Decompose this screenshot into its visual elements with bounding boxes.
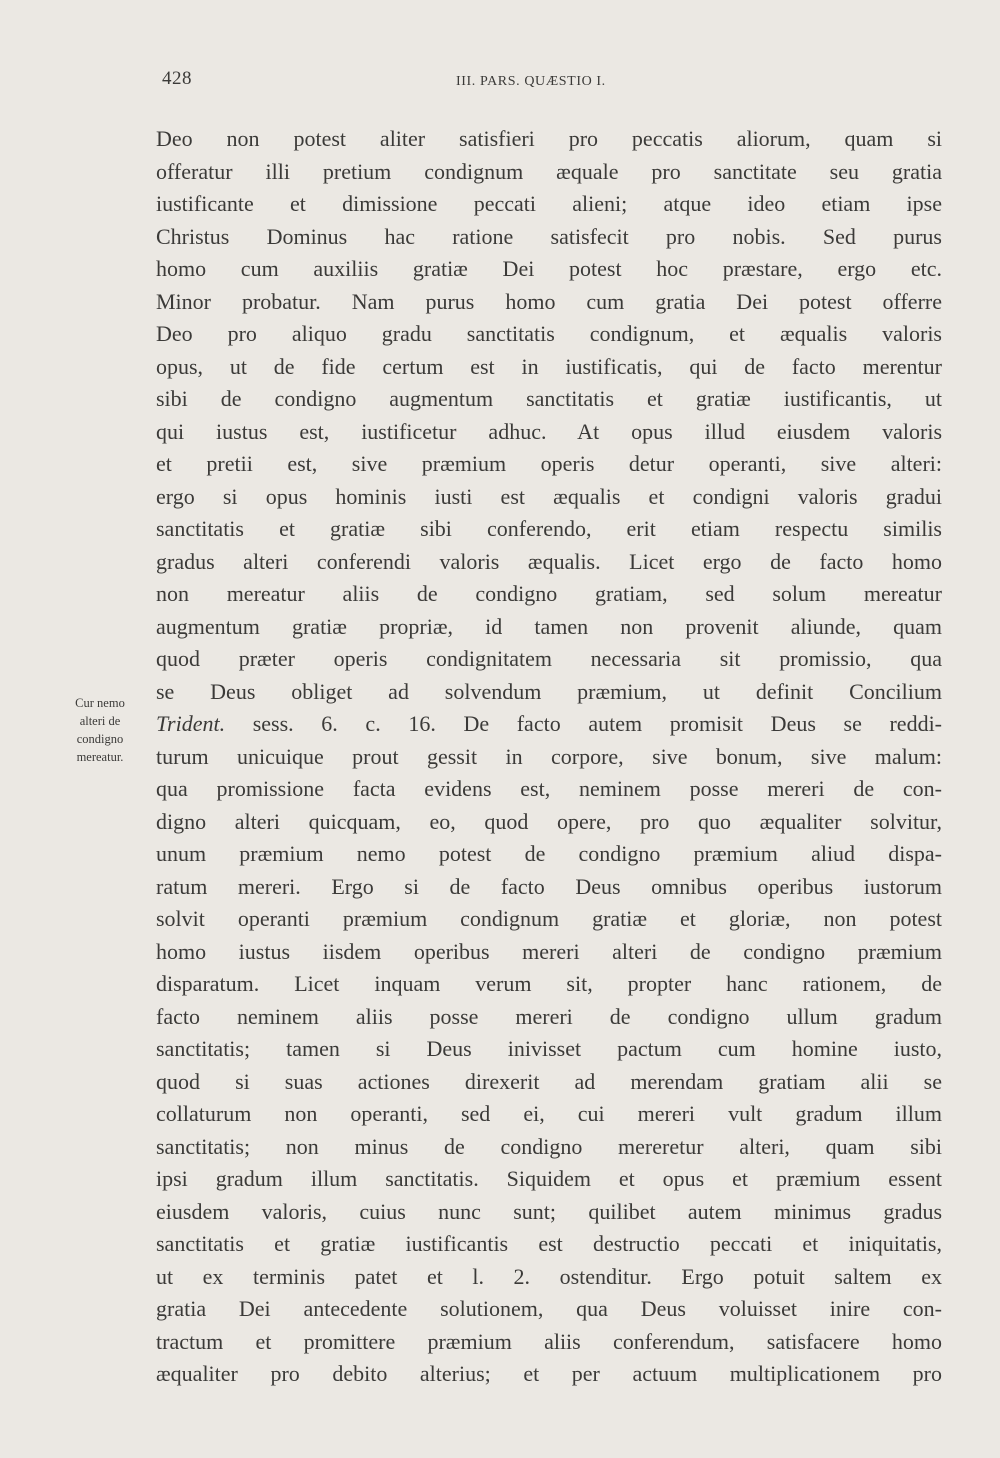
page-number: 428 — [162, 68, 192, 89]
text-line: offeratur illi pretium condignum æquale pro sanctitate seu gratia — [156, 158, 942, 184]
text-line: Minor probatur. Nam purus homo cum gratia Dei potest offerre — [156, 288, 942, 314]
text-line: opus, ut de fide certum est in iustificatis, qui de facto merentur — [156, 353, 942, 379]
italic-citation: Trident. — [156, 711, 226, 736]
text-line: sanctitatis et gratiæ iustificantis est destructio peccati et iniquitatis, — [156, 1231, 942, 1256]
margin-note-line: condigno — [76, 732, 124, 746]
text-line: Deo non potest aliter satisfieri pro peccatis aliorum, quam si — [156, 126, 942, 151]
text-line: gradus alteri conferendi valoris æqualis. Licet ergo de facto homo — [156, 548, 942, 574]
text-line: disparatum. Licet inquam verum sit, propter hanc rationem, de — [156, 971, 942, 996]
text-line: sanctitatis; non minus de condigno mereretur alteri, quam sibi — [156, 1133, 942, 1159]
text-line: homo iustus iisdem operibus mereri alteri de condigno præmium — [156, 938, 942, 964]
text-line: turum unicuique prout gessit in corpore, sive bonum, sive malum: — [156, 743, 942, 769]
body-text — [156, 123, 942, 1391]
text-line-with-italic — [156, 708, 942, 741]
margin-note-line: alteri de — [79, 714, 121, 728]
text-line: quod præter operis condignitatem necessaria sit promissio, qua — [156, 646, 942, 671]
margin-note-line: Cur nemo — [75, 696, 125, 710]
text-line: solvit operanti præmium condignum gratiæ et gloriæ, non potest — [156, 906, 942, 931]
text-line: homo cum auxiliis gratiæ Dei potest hoc præstare, ergo etc. — [156, 256, 942, 281]
text-line: ergo si opus hominis iusti est æqualis et condigni valoris gradui — [156, 483, 942, 509]
text-line: qua promissione facta evidens est, neminem posse mereri de con- — [156, 776, 942, 801]
text-line: non mereatur aliis de condigno gratiam, sed solum mereatur — [156, 581, 942, 606]
text-line: et pretii est, sive præmium operis detur operanti, sive alteri: — [156, 451, 942, 476]
page-header — [0, 68, 1000, 98]
text-line: qui iustus est, iustificetur adhuc. At opus illud eiusdem valoris — [156, 418, 942, 444]
margin-note — [50, 694, 150, 766]
text-line: sanctitatis; tamen si Deus inivisset pactum cum homine iusto, — [156, 1036, 942, 1061]
text-line: unum præmium nemo potest de condigno præmium aliud dispa- — [156, 841, 942, 866]
running-head: III. PARS. QUÆSTIO I. — [456, 74, 606, 89]
text-line-rest: sess. 6. c. 16. De facto autem promisit Deus se reddi- — [252, 711, 943, 736]
text-line: quod si suas actiones direxerit ad merendam gratiam alii se — [156, 1068, 942, 1094]
text-line: Deo pro aliquo gradu sanctitatis condignum, et æqualis valoris — [156, 321, 942, 346]
text-line: sanctitatis et gratiæ sibi conferendo, erit etiam respectu similis — [156, 516, 942, 541]
text-line: augmentum gratiæ propriæ, id tamen non provenit aliunde, quam — [156, 613, 942, 639]
text-line: sibi de condigno augmentum sanctitatis et gratiæ iustificantis, ut — [156, 386, 942, 411]
text-line: æqualiter pro debito alterius; et per actuum multiplicationem pro — [156, 1361, 942, 1386]
text-line: iustificante et dimissione peccati alieni; atque ideo etiam ipse — [156, 191, 942, 216]
text-line: digno alteri quicquam, eo, quod opere, pro quo æqualiter solvitur, — [156, 808, 942, 834]
text-line: ratum mereri. Ergo si de facto Deus omnibus operibus iustorum — [156, 873, 942, 899]
text-line: eiusdem valoris, cuius nunc sunt; quilibet autem minimus gradus — [156, 1198, 942, 1224]
text-line: ut ex terminis patet et l. 2. ostenditur. Ergo potuit saltem ex — [156, 1263, 942, 1289]
text-line: tractum et promittere præmium aliis conferendum, satisfacere homo — [156, 1328, 942, 1354]
text-line: ipsi gradum illum sanctitatis. Siquidem et opus et præmium essent — [156, 1166, 942, 1191]
text-line: Christus Dominus hac ratione satisfecit pro nobis. Sed purus — [156, 223, 942, 249]
text-line: se Deus obliget ad solvendum præmium, ut definit Concilium — [156, 678, 942, 704]
text-line: gratia Dei antecedente solutionem, qua Deus voluisset inire con- — [156, 1296, 942, 1321]
text-line: collaturum non operanti, sed ei, cui mereri vult gradum illum — [156, 1101, 942, 1126]
margin-note-line: mereatur. — [76, 750, 124, 764]
text-line: facto neminem aliis posse mereri de condigno ullum gradum — [156, 1003, 942, 1029]
